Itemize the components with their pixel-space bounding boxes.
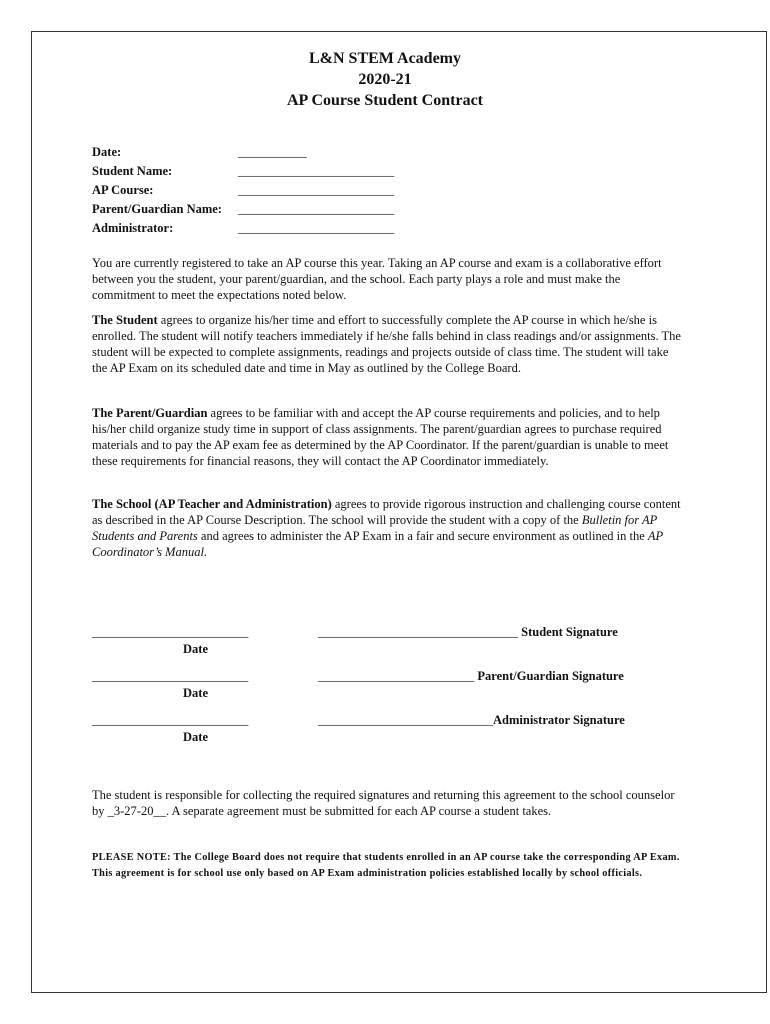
- bulletin-title: Bulletin for AP Students and Parents: [92, 513, 658, 543]
- student-date-label: Date: [183, 642, 208, 656]
- school-paragraph: [92, 496, 684, 560]
- field-blank[interactable]: _________________________: [238, 221, 395, 235]
- signature-blank[interactable]: ________________________________: [318, 625, 518, 639]
- student-signature-label: Student Signature: [521, 625, 618, 639]
- student-signature-field: [318, 624, 618, 640]
- please-note: PLEASE NOTE: The College Board does not require that students enrolled in an AP course take the corresponding AP Exam. This agreement is for school use only based on AP Exam administration policies established locally by school officials.: [92, 852, 680, 879]
- field-blank[interactable]: ___________: [238, 145, 307, 159]
- school-year: 2020-21: [358, 71, 412, 88]
- coordinator-manual-title: AP Coordinator’s Manual.: [92, 529, 663, 559]
- school-text-1: agrees to provide rigorous instruction and challenging course content as described in the AP Course Description. The school will provide the student with a copy of the: [92, 497, 681, 527]
- parent-date-label: Date: [183, 686, 208, 700]
- document-title: AP Course Student Contract: [287, 92, 483, 109]
- parent-paragraph: [92, 405, 684, 469]
- intro-paragraph: You are currently registered to take an AP course this year. Taking an AP course and exam is a collaborative effort between you the student, your parent/guardian, and the school. Each party plays a role and must make the commitment to meet the expectations noted below.: [92, 256, 662, 302]
- field-blank[interactable]: _________________________: [238, 164, 395, 178]
- field-label: Student Name:: [92, 164, 173, 178]
- field-blank[interactable]: _________________________: [238, 202, 395, 216]
- administrator-signature-label: Administrator Signature: [493, 713, 625, 727]
- student-lead: The Student: [92, 313, 158, 327]
- field-label: Parent/Guardian Name:: [92, 202, 222, 216]
- administrator-date-line[interactable]: _________________________: [92, 713, 249, 727]
- parent-lead: The Parent/Guardian: [92, 406, 208, 420]
- parent-signature-field: [318, 668, 624, 684]
- field-label: Date:: [92, 145, 122, 159]
- signature-blank[interactable]: ____________________________: [318, 713, 493, 727]
- parent-date-line[interactable]: _________________________: [92, 669, 249, 683]
- field-blank[interactable]: _________________________: [238, 183, 395, 197]
- administrator-signature-field: [318, 712, 625, 728]
- field-label: AP Course:: [92, 183, 154, 197]
- school-text-2: and agrees to administer the AP Exam in a fair and secure environment as outlined in the: [197, 529, 648, 543]
- signature-blank[interactable]: _________________________: [318, 669, 475, 683]
- closing-paragraph: The student is responsible for collecting the required signatures and returning this agreement to the school counselor by _3-27-20__. A separate agreement must be submitted for each AP course a student takes.: [92, 788, 675, 818]
- school-lead: The School (AP Teacher and Administration): [92, 497, 332, 511]
- administrator-date-label: Date: [183, 730, 208, 744]
- field-label: Administrator:: [92, 221, 174, 235]
- parent-signature-label: Parent/Guardian Signature: [477, 669, 624, 683]
- student-date-line[interactable]: _________________________: [92, 625, 249, 639]
- school-name: L&N STEM Academy: [309, 50, 461, 67]
- student-text: agrees to organize his/her time and effort to successfully complete the AP course in which he/she is enrolled. The student will notify teachers immediately if he/she falls behind in class readings and/or assignments. The student will be expected to complete assignments, readings and projects outside of class time. The student will take the AP Exam on its scheduled date and time in May as outlined by the College Board.: [92, 313, 681, 375]
- parent-text: agrees to be familiar with and accept the AP course requirements and policies, and to help his/her child organize study time in support of class assignments. The parent/guardian agrees to purchase required materials and to pay the AP exam fee as determined by the AP Coordinator. If the parent/guardian is unable to meet these requirements for financial reasons, they will contact the AP Coordinator immediately.: [92, 406, 669, 468]
- student-paragraph: [92, 312, 684, 376]
